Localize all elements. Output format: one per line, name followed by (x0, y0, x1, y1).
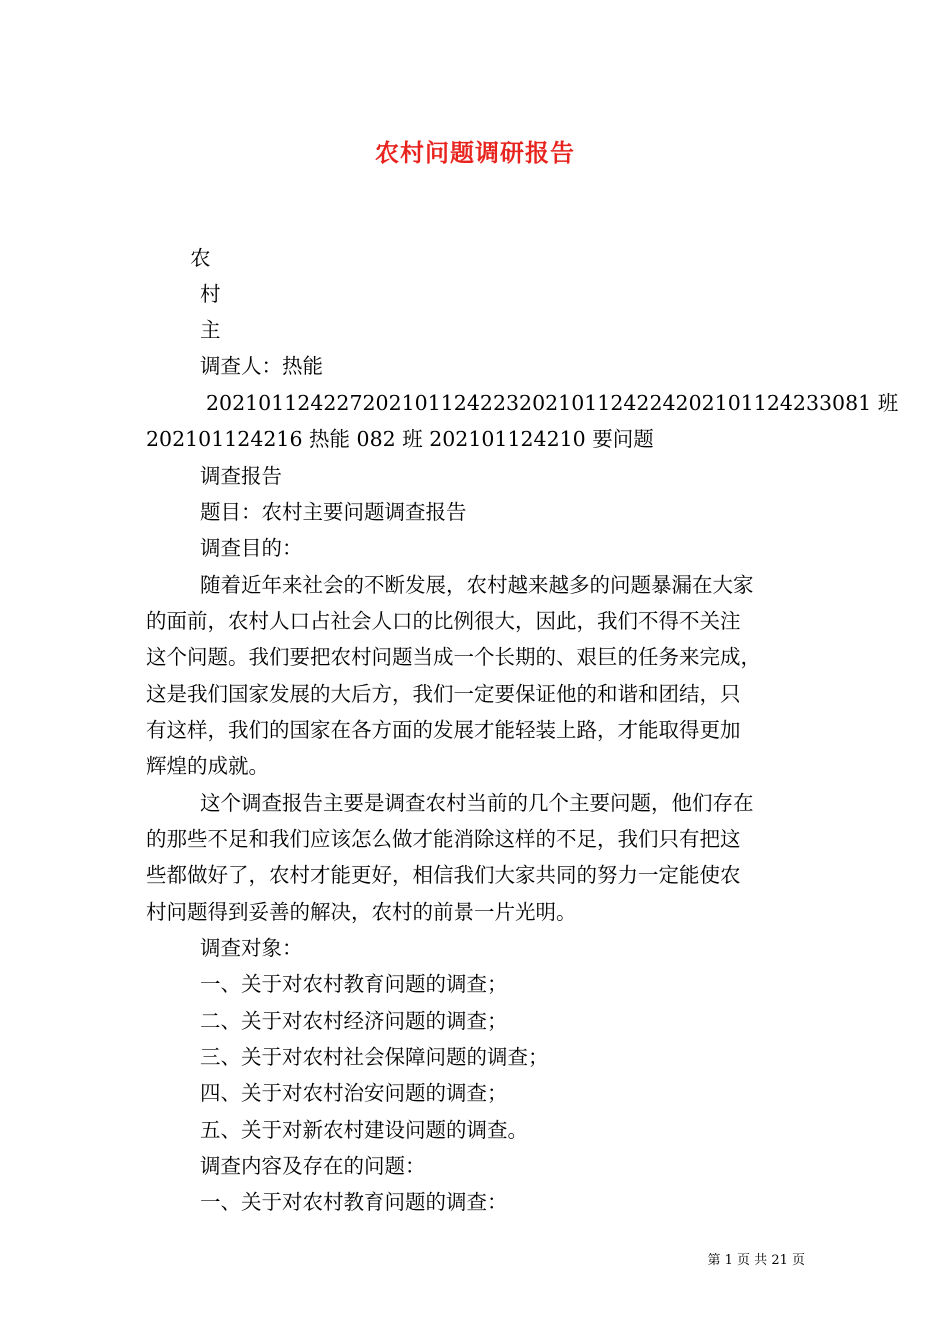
object-item: 五、关于对新农村建设问题的调查。 (200, 1118, 528, 1142)
para1-line: 这是我们国家发展的大后方，我们一定要保证他的和谐和团结，只 (146, 682, 741, 706)
page-footer: 第 1 页 共 21 页 (707, 1253, 805, 1268)
purpose-label: 调查目的： (200, 536, 303, 560)
page-title: 农村问题调研报告 (375, 138, 575, 167)
objects-label: 调查对象： (200, 936, 303, 960)
object-item: 一、关于对农村教育问题的调查； (200, 972, 508, 996)
para1-line: 的面前，农村人口占社会人口的比例很大，因此，我们不得不关注 (146, 609, 741, 633)
para2-line: 村问题得到妥善的解决，农村的前景一片光明。 (146, 900, 577, 924)
heading-char-3: 主 (200, 318, 221, 342)
para2-line: 的那些不足和我们应该怎么做才能消除这样的不足，我们只有把这 (146, 827, 741, 851)
para2-line: 这个调查报告主要是调查农村当前的几个主要问题，他们存在 (200, 791, 754, 815)
para1-line: 有这样，我们的国家在各方面的发展才能轻装上路，才能取得更加 (146, 718, 741, 742)
para1-line: 辉煌的成就。 (146, 754, 269, 778)
report-label: 调查报告 (200, 464, 282, 488)
content-first-item: 一、关于对农村教育问题的调查： (200, 1190, 508, 1214)
ids-line-2: 202101124216 热能 082 班 202101124210 要问题 (146, 427, 654, 451)
object-item: 三、关于对农村社会保障问题的调查； (200, 1045, 549, 1069)
para1-line: 这个问题。我们要把农村问题当成一个长期的、艰巨的任务来完成， (146, 645, 761, 669)
object-item: 二、关于对农村经济问题的调查； (200, 1009, 508, 1033)
object-item: 四、关于对农村治安问题的调查； (200, 1081, 508, 1105)
investigator-line: 调查人：热能 (200, 354, 323, 378)
para1-line: 随着近年来社会的不断发展，农村越来越多的问题暴漏在大家 (200, 573, 754, 597)
topic-line: 题目：农村主要问题调查报告 (200, 500, 467, 524)
heading-char-1: 农 (190, 246, 211, 270)
ids-line-1: 2021011242272021011242232021011242242021011242330​81 班 (206, 391, 899, 415)
content-label: 调查内容及存在的问题： (200, 1154, 426, 1178)
heading-char-2: 村 (200, 282, 221, 306)
para2-line: 些都做好了，农村才能更好，相信我们大家共同的努力一定能使农 (146, 863, 741, 887)
